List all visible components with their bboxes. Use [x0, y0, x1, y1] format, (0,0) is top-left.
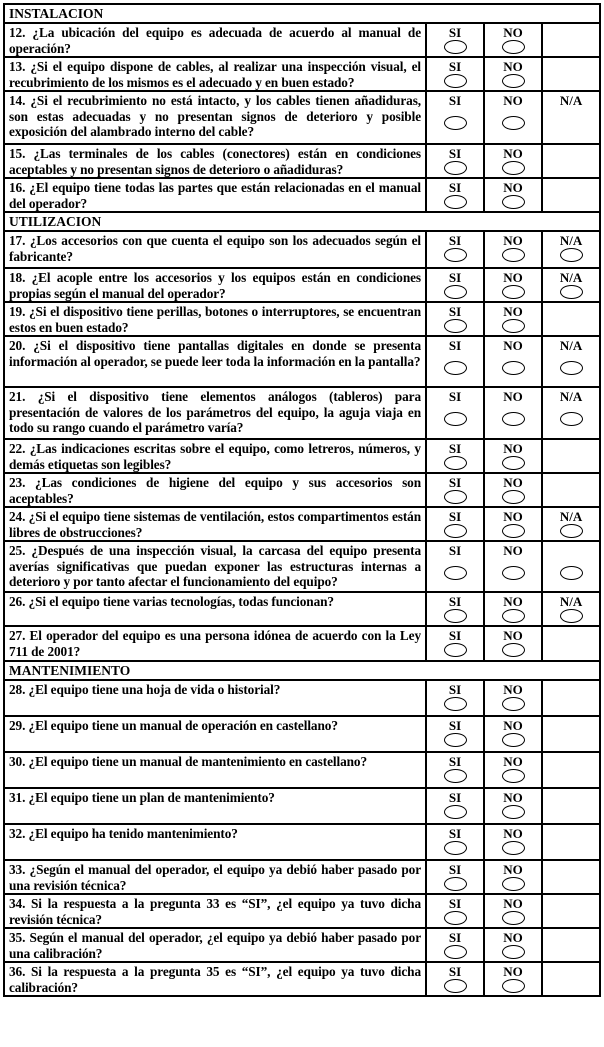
- option-label-no: NO: [503, 25, 523, 40]
- radio-oval-no[interactable]: [502, 841, 525, 855]
- option-label-na: [543, 863, 599, 877]
- option-cell-na: [542, 626, 600, 661]
- section-title: MANTENIMIENTO: [4, 661, 600, 680]
- option-label-na: N/A: [559, 93, 583, 108]
- option-cell-no: [484, 91, 542, 144]
- radio-oval-no[interactable]: [502, 697, 525, 711]
- radio-oval-no[interactable]: [502, 456, 525, 470]
- radio-oval-si[interactable]: [444, 524, 467, 538]
- radio-oval-no[interactable]: [502, 285, 525, 299]
- radio-oval-si[interactable]: [444, 412, 467, 426]
- question-text: 34. Si la respuesta a la pregunta 33 es “SI”, ¿el equipo ya tuvo dicha revisión técnica?: [4, 894, 426, 928]
- radio-oval-si[interactable]: [444, 805, 467, 819]
- option-cell-na: [542, 57, 600, 91]
- radio-oval-no[interactable]: [502, 609, 525, 623]
- question-row: [4, 268, 600, 302]
- question-row: [4, 788, 600, 824]
- option-label-si: SI: [448, 338, 462, 353]
- option-label-na: [543, 476, 599, 490]
- option-cell-si: [426, 268, 484, 302]
- radio-oval-si[interactable]: [444, 161, 467, 175]
- option-label-na: [543, 965, 599, 979]
- option-cell-si: [426, 541, 484, 592]
- option-label-no: NO: [503, 930, 523, 945]
- radio-oval-si[interactable]: [444, 643, 467, 657]
- radio-oval-na[interactable]: [560, 248, 583, 262]
- section-header-row: [4, 212, 600, 231]
- question-row: [4, 91, 600, 144]
- radio-oval-si[interactable]: [444, 490, 467, 504]
- question-text: 17. ¿Los accesorios con que cuenta el equipo son los adecuados según el fabricante?: [4, 231, 426, 268]
- option-label-si: SI: [448, 270, 462, 285]
- option-cell-no: [484, 231, 542, 268]
- question-text: 12. ¿La ubicación del equipo es adecuada de acuerdo al manual de operación?: [4, 23, 426, 57]
- option-cell-no: [484, 541, 542, 592]
- question-row: [4, 231, 600, 268]
- radio-oval-si[interactable]: [444, 285, 467, 299]
- option-cell-si: [426, 788, 484, 824]
- question-row: [4, 57, 600, 91]
- radio-oval-na[interactable]: [560, 285, 583, 299]
- option-label-na: [543, 827, 599, 841]
- option-cell-na: [542, 962, 600, 996]
- question-row: [4, 23, 600, 57]
- option-cell-si: [426, 894, 484, 928]
- radio-oval-na[interactable]: [560, 566, 583, 580]
- radio-oval-si[interactable]: [444, 733, 467, 747]
- option-label-si: SI: [448, 594, 462, 609]
- option-cell-no: [484, 716, 542, 752]
- option-cell-na: [542, 592, 600, 626]
- radio-oval-no[interactable]: [502, 74, 525, 88]
- radio-oval-no[interactable]: [502, 979, 525, 993]
- radio-oval-si[interactable]: [444, 769, 467, 783]
- option-label-no: NO: [503, 59, 523, 74]
- option-label-si: SI: [448, 682, 462, 697]
- option-cell-no: [484, 507, 542, 541]
- question-row: [4, 541, 600, 592]
- radio-oval-no[interactable]: [502, 490, 525, 504]
- radio-oval-no[interactable]: [502, 524, 525, 538]
- question-text: 30. ¿El equipo tiene un manual de mantenimiento en castellano?: [4, 752, 426, 788]
- option-label-na: [543, 442, 599, 456]
- question-text: 33. ¿Según el manual del operador, el equipo ya debió haber pasado por una revisión técnica?: [4, 860, 426, 894]
- option-label-si: SI: [448, 543, 462, 558]
- question-row: [4, 626, 600, 661]
- question-text: 36. Si la respuesta a la pregunta 35 es “SI”, ¿el equipo ya tuvo dicha calibración?: [4, 962, 426, 996]
- option-label-na: [543, 544, 599, 558]
- option-label-na: [543, 719, 599, 733]
- question-row: [4, 592, 600, 626]
- option-label-na: [543, 305, 599, 319]
- option-label-no: NO: [503, 718, 523, 733]
- option-label-na: [543, 181, 599, 195]
- option-cell-na: [542, 788, 600, 824]
- option-label-si: SI: [448, 826, 462, 841]
- option-cell-na: [542, 928, 600, 962]
- section-header-row: [4, 661, 600, 680]
- option-cell-na: [542, 716, 600, 752]
- option-label-na: N/A: [559, 233, 583, 248]
- question-text: 24. ¿Si el equipo tiene sistemas de ventilación, estos compartimentos están libres de obstrucciones?: [4, 507, 426, 541]
- option-cell-na: [542, 894, 600, 928]
- option-label-no: NO: [503, 146, 523, 161]
- radio-oval-no[interactable]: [502, 911, 525, 925]
- section-title: UTILIZACION: [4, 212, 600, 231]
- option-cell-no: [484, 860, 542, 894]
- radio-oval-si[interactable]: [444, 319, 467, 333]
- radio-oval-no[interactable]: [502, 805, 525, 819]
- option-cell-si: [426, 592, 484, 626]
- question-row: [4, 144, 600, 178]
- option-cell-na: [542, 302, 600, 336]
- question-text: 16. ¿El equipo tiene todas las partes que están relacionadas en el manual del operador?: [4, 178, 426, 212]
- option-cell-no: [484, 592, 542, 626]
- radio-oval-si[interactable]: [444, 74, 467, 88]
- option-label-no: NO: [503, 682, 523, 697]
- question-text: 29. ¿El equipo tiene un manual de operación en castellano?: [4, 716, 426, 752]
- option-label-si: SI: [448, 180, 462, 195]
- option-cell-si: [426, 824, 484, 860]
- radio-oval-si[interactable]: [444, 609, 467, 623]
- option-cell-si: [426, 178, 484, 212]
- question-text: 32. ¿El equipo ha tenido mantenimiento?: [4, 824, 426, 860]
- radio-oval-no[interactable]: [502, 769, 525, 783]
- question-text: 23. ¿Las condiciones de higiene del equipo y sus accesorios son aceptables?: [4, 473, 426, 507]
- question-row: [4, 928, 600, 962]
- question-row: [4, 507, 600, 541]
- question-row: [4, 336, 600, 387]
- option-cell-na: [542, 91, 600, 144]
- option-cell-si: [426, 752, 484, 788]
- question-text: 25. ¿Después de una inspección visual, la carcasa del equipo presenta averías significativas que puedan exponer las estructuras internas a deterioro y por tanto afectar el funcionamiento del equipo?: [4, 541, 426, 592]
- option-cell-si: [426, 962, 484, 996]
- radio-oval-no[interactable]: [502, 733, 525, 747]
- option-cell-si: [426, 57, 484, 91]
- option-label-no: NO: [503, 270, 523, 285]
- option-label-na: [543, 60, 599, 74]
- option-label-si: SI: [448, 389, 462, 404]
- option-cell-no: [484, 23, 542, 57]
- option-cell-si: [426, 860, 484, 894]
- option-cell-si: [426, 473, 484, 507]
- option-cell-na: [542, 178, 600, 212]
- radio-oval-no[interactable]: [502, 877, 525, 891]
- radio-oval-no[interactable]: [502, 643, 525, 657]
- option-label-si: SI: [448, 790, 462, 805]
- option-label-na: [543, 629, 599, 643]
- option-label-si: SI: [448, 509, 462, 524]
- radio-oval-si[interactable]: [444, 697, 467, 711]
- question-row: [4, 680, 600, 716]
- option-label-na: N/A: [559, 338, 583, 353]
- option-cell-na: [542, 231, 600, 268]
- option-label-si: SI: [448, 441, 462, 456]
- option-label-si: SI: [448, 964, 462, 979]
- option-cell-si: [426, 91, 484, 144]
- option-cell-si: [426, 507, 484, 541]
- radio-oval-na[interactable]: [560, 524, 583, 538]
- option-cell-no: [484, 178, 542, 212]
- radio-oval-si[interactable]: [444, 361, 467, 375]
- option-cell-si: [426, 23, 484, 57]
- option-cell-no: [484, 824, 542, 860]
- radio-oval-no[interactable]: [502, 319, 525, 333]
- radio-oval-si[interactable]: [444, 979, 467, 993]
- option-label-si: SI: [448, 718, 462, 733]
- radio-oval-si[interactable]: [444, 248, 467, 262]
- option-label-si: SI: [448, 233, 462, 248]
- option-label-no: NO: [503, 475, 523, 490]
- option-label-si: SI: [448, 628, 462, 643]
- question-text: 26. ¿Si el equipo tiene varias tecnologías, todas funcionan?: [4, 592, 426, 626]
- option-label-no: NO: [503, 509, 523, 524]
- question-row: [4, 860, 600, 894]
- option-cell-no: [484, 752, 542, 788]
- option-label-na: [543, 683, 599, 697]
- question-text: 22. ¿Las indicaciones escritas sobre el equipo, como letreros, números, y demás etiquetas son legibles?: [4, 439, 426, 473]
- section-title: INSTALACION: [4, 4, 600, 23]
- option-label-no: NO: [503, 304, 523, 319]
- question-text: 14. ¿Si el recubrimiento no está intacto, y los cables tienen añadiduras, son estas adecuadas y no presentan signos de deterioro y posible exposición del alambrado interno del cable?: [4, 91, 426, 144]
- option-label-na: [543, 791, 599, 805]
- option-cell-no: [484, 680, 542, 716]
- radio-oval-si[interactable]: [444, 40, 467, 54]
- option-label-no: NO: [503, 543, 523, 558]
- radio-oval-si[interactable]: [444, 945, 467, 959]
- option-label-no: NO: [503, 826, 523, 841]
- option-cell-si: [426, 302, 484, 336]
- option-cell-na: [542, 144, 600, 178]
- option-cell-si: [426, 231, 484, 268]
- radio-oval-no[interactable]: [502, 361, 525, 375]
- radio-oval-si[interactable]: [444, 841, 467, 855]
- question-text: 13. ¿Si el equipo dispone de cables, al realizar una inspección visual, el recubrimiento de los mismos es el adecuado y en buen estado?: [4, 57, 426, 91]
- option-cell-no: [484, 387, 542, 439]
- radio-oval-si[interactable]: [444, 566, 467, 580]
- option-label-na: N/A: [559, 389, 583, 404]
- question-text: 18. ¿El acople entre los accesorios y los equipos están en condiciones propias según el manual del operador?: [4, 268, 426, 302]
- radio-oval-no[interactable]: [502, 248, 525, 262]
- radio-oval-no[interactable]: [502, 161, 525, 175]
- question-row: [4, 439, 600, 473]
- option-label-na: [543, 26, 599, 40]
- option-label-na: [543, 755, 599, 769]
- option-cell-si: [426, 387, 484, 439]
- question-row: [4, 962, 600, 996]
- option-label-si: SI: [448, 304, 462, 319]
- option-cell-si: [426, 716, 484, 752]
- option-cell-si: [426, 439, 484, 473]
- question-text: 19. ¿Si el dispositivo tiene perillas, botones o interruptores, se encuentran estos en buen estado?: [4, 302, 426, 336]
- question-row: [4, 387, 600, 439]
- option-cell-no: [484, 788, 542, 824]
- question-row: [4, 716, 600, 752]
- option-label-no: NO: [503, 790, 523, 805]
- option-cell-na: [542, 439, 600, 473]
- option-cell-no: [484, 268, 542, 302]
- option-label-no: NO: [503, 964, 523, 979]
- question-text: 27. El operador del equipo es una persona idónea de acuerdo con la Ley 711 de 2001?: [4, 626, 426, 661]
- option-cell-na: [542, 473, 600, 507]
- question-text: 15. ¿Las terminales de los cables (conectores) están en condiciones aceptables y no presentan signos de deterioro o añadiduras?: [4, 144, 426, 178]
- option-label-no: NO: [503, 896, 523, 911]
- option-cell-si: [426, 626, 484, 661]
- radio-oval-no[interactable]: [502, 195, 525, 209]
- option-cell-na: [542, 268, 600, 302]
- radio-oval-no[interactable]: [502, 412, 525, 426]
- option-label-si: SI: [448, 25, 462, 40]
- question-text: 20. ¿Si el dispositivo tiene pantallas digitales en donde se presenta información al operador, se puede leer toda la información en la pantalla?: [4, 336, 426, 387]
- option-cell-no: [484, 302, 542, 336]
- question-text: 31. ¿El equipo tiene un plan de mantenimiento?: [4, 788, 426, 824]
- radio-oval-no[interactable]: [502, 945, 525, 959]
- radio-oval-si[interactable]: [444, 911, 467, 925]
- option-label-si: SI: [448, 862, 462, 877]
- option-label-si: SI: [448, 896, 462, 911]
- option-cell-na: [542, 387, 600, 439]
- radio-oval-no[interactable]: [502, 40, 525, 54]
- option-label-si: SI: [448, 930, 462, 945]
- option-cell-na: [542, 336, 600, 387]
- option-label-na: N/A: [559, 509, 583, 524]
- section-header-row: [4, 4, 600, 23]
- radio-oval-na[interactable]: [560, 609, 583, 623]
- option-cell-si: [426, 680, 484, 716]
- option-cell-no: [484, 57, 542, 91]
- option-cell-na: [542, 752, 600, 788]
- option-label-na: [543, 147, 599, 161]
- option-cell-na: [542, 541, 600, 592]
- option-label-no: NO: [503, 338, 523, 353]
- option-label-na: [543, 897, 599, 911]
- option-cell-si: [426, 336, 484, 387]
- question-row: [4, 752, 600, 788]
- option-cell-no: [484, 473, 542, 507]
- option-cell-no: [484, 894, 542, 928]
- question-text: 28. ¿El equipo tiene una hoja de vida o historial?: [4, 680, 426, 716]
- question-row: [4, 178, 600, 212]
- option-cell-no: [484, 439, 542, 473]
- option-label-no: NO: [503, 754, 523, 769]
- option-cell-na: [542, 680, 600, 716]
- option-cell-no: [484, 928, 542, 962]
- option-cell-no: [484, 144, 542, 178]
- option-cell-no: [484, 336, 542, 387]
- question-row: [4, 302, 600, 336]
- option-label-no: NO: [503, 180, 523, 195]
- option-label-no: NO: [503, 594, 523, 609]
- option-label-no: NO: [503, 93, 523, 108]
- radio-oval-si[interactable]: [444, 116, 467, 130]
- option-label-na: N/A: [559, 270, 583, 285]
- question-text: 35. Según el manual del operador, ¿el equipo ya debió haber pasado por una calibración?: [4, 928, 426, 962]
- option-cell-na: [542, 824, 600, 860]
- radio-oval-na[interactable]: [560, 412, 583, 426]
- option-label-no: NO: [503, 441, 523, 456]
- option-label-no: NO: [503, 389, 523, 404]
- option-cell-no: [484, 626, 542, 661]
- option-cell-na: [542, 23, 600, 57]
- option-cell-na: [542, 507, 600, 541]
- option-label-si: SI: [448, 754, 462, 769]
- question-row: [4, 473, 600, 507]
- radio-oval-na[interactable]: [560, 361, 583, 375]
- option-cell-si: [426, 928, 484, 962]
- option-label-no: NO: [503, 628, 523, 643]
- radio-oval-no[interactable]: [502, 566, 525, 580]
- radio-oval-no[interactable]: [502, 116, 525, 130]
- option-cell-na: [542, 860, 600, 894]
- option-label-si: SI: [448, 146, 462, 161]
- inspection-form-table: [3, 3, 601, 997]
- option-cell-no: [484, 962, 542, 996]
- option-label-na: N/A: [559, 594, 583, 609]
- option-cell-si: [426, 144, 484, 178]
- option-label-si: SI: [448, 475, 462, 490]
- radio-oval-si[interactable]: [444, 877, 467, 891]
- option-label-no: NO: [503, 862, 523, 877]
- question-text: 21. ¿Si el dispositivo tiene elementos análogos (tableros) para presentación de valores de los parámetros del equipo, la aguja viaja en todo su rango cuando el parámetro varía?: [4, 387, 426, 439]
- radio-oval-si[interactable]: [444, 456, 467, 470]
- option-label-si: SI: [448, 59, 462, 74]
- radio-oval-si[interactable]: [444, 195, 467, 209]
- question-row: [4, 894, 600, 928]
- option-label-na: [543, 931, 599, 945]
- question-row: [4, 824, 600, 860]
- option-label-no: NO: [503, 233, 523, 248]
- option-label-si: SI: [448, 93, 462, 108]
